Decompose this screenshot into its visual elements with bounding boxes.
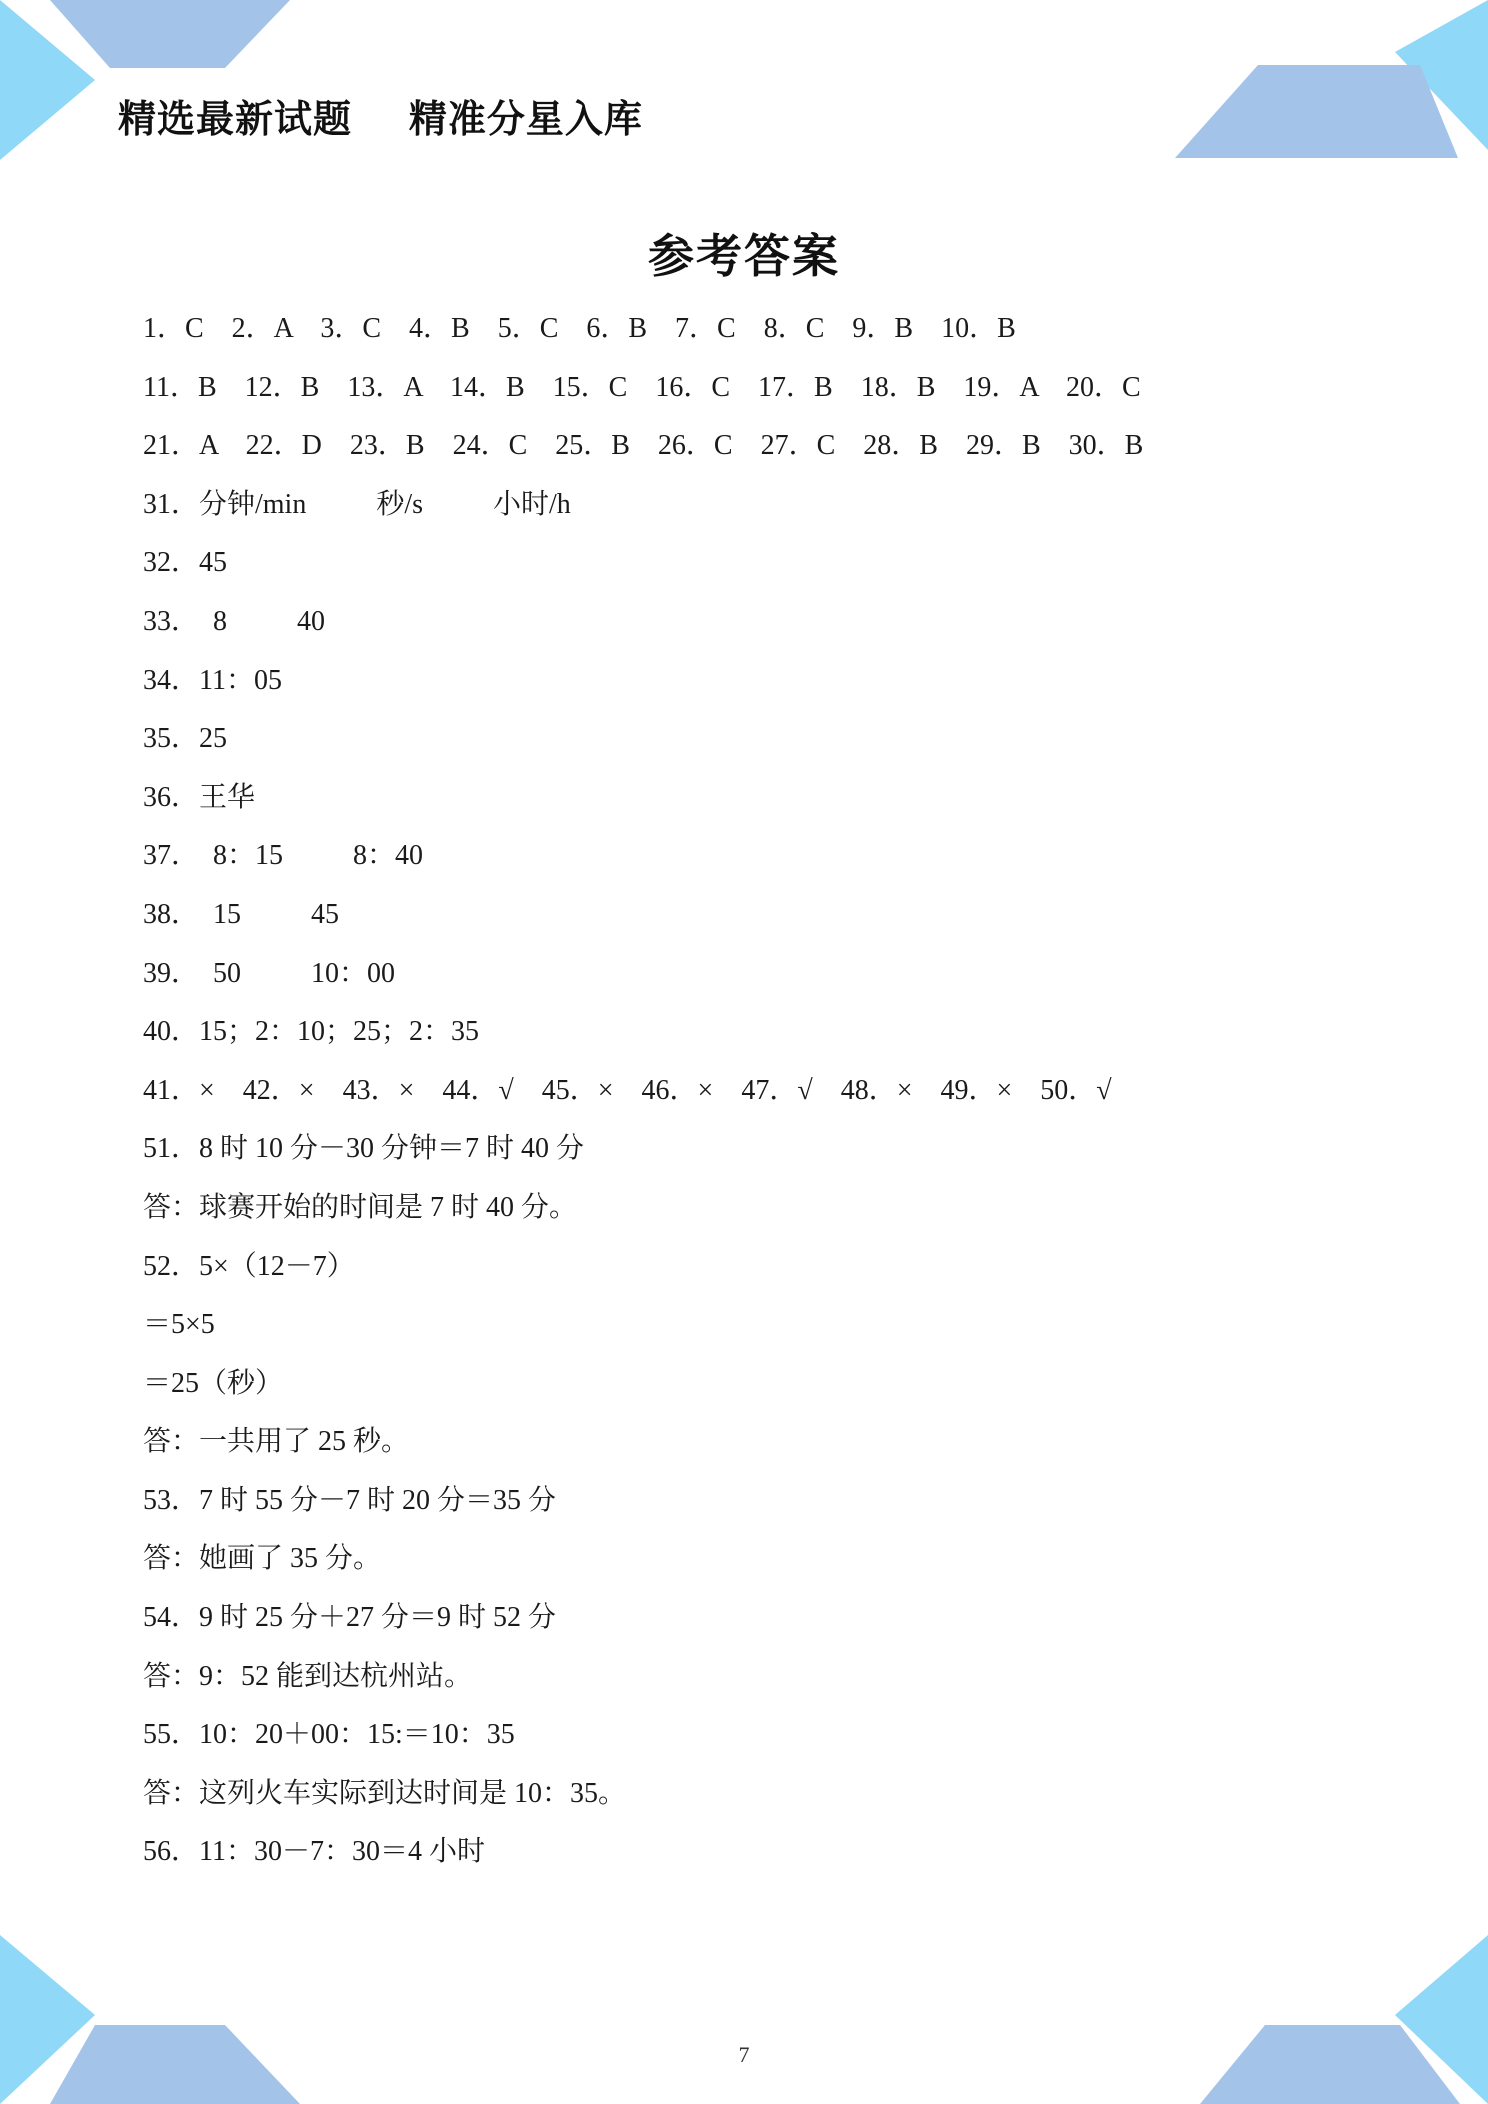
page-title: 参考答案 [648,229,840,283]
answer-line: 答：9：52 能到达杭州站。 [143,1660,473,1692]
answer-line: 1．C 2．A 3．C 4．B 5．C 6．B 7．C 8．C 9．B 10．B [143,313,1016,344]
answer-line: 51．8 时 10 分－30 分钟＝7 时 40 分 [143,1133,585,1165]
top-left-blue-trapezoid [50,0,290,68]
answer-line: 答：她画了 35 分。 [143,1543,382,1575]
answer-list [143,300,1143,1882]
answer-line: 56．11：30－7：30＝4 小时 [143,1836,485,1868]
answer-line: 41．× 42．× 43．× 44．√ 45．× 46．× 47．√ 48．× 49．× 50．√ [143,1074,1112,1106]
answer-line: 答：一共用了 25 秒。 [143,1426,410,1458]
answer-line: 33． 8 40 [143,605,326,637]
answer-line: 答：球赛开始的时间是 7 时 40 分。 [143,1191,578,1223]
answer-line: 39． 50 10：00 [143,957,396,989]
answer-line: 38． 15 45 [143,898,340,930]
header-slogan: 精选最新试题 精准分星入库 [118,97,643,141]
answer-line: 40．15；2：10；25；2：35 [143,1016,480,1048]
answer-line: ＝25（秒） [143,1367,284,1399]
answer-line: 37． 8：15 8：40 [143,840,424,872]
answer-line: 32．45 [143,547,228,579]
answer-line: 答：这列火车实际到达时间是 10：35。 [143,1777,627,1809]
answer-line: 53．7 时 55 分－7 时 20 分＝35 分 [143,1484,557,1516]
answer-line: 34．11：05 [143,664,282,696]
answer-line: 11．B 12．B 13．A 14．B 15．C 16．C 17．B 18．B 19．A 20．C [143,371,1141,403]
answer-line: 52．5×（12－7） [143,1250,355,1282]
answer-line: 31．分钟/min 秒/s 小时/h [143,488,571,520]
answer-line: 35．25 [143,723,228,755]
answer-line: 54．9 时 25 分＋27 分＝9 时 52 分 [143,1602,557,1634]
answer-line: ＝5×5 [143,1309,215,1341]
answer-line: 21．A 22．D 23．B 24．C 25．B 26．C 27．C 28．B 29．B 30．B [143,430,1144,462]
answer-line: 36．王华 [143,781,256,813]
answer-line: 55．10：20＋00：15:＝10：35 [143,1719,515,1751]
page-number: 7 [738,2042,750,2067]
top-right-blue-trapezoid [1175,65,1458,158]
